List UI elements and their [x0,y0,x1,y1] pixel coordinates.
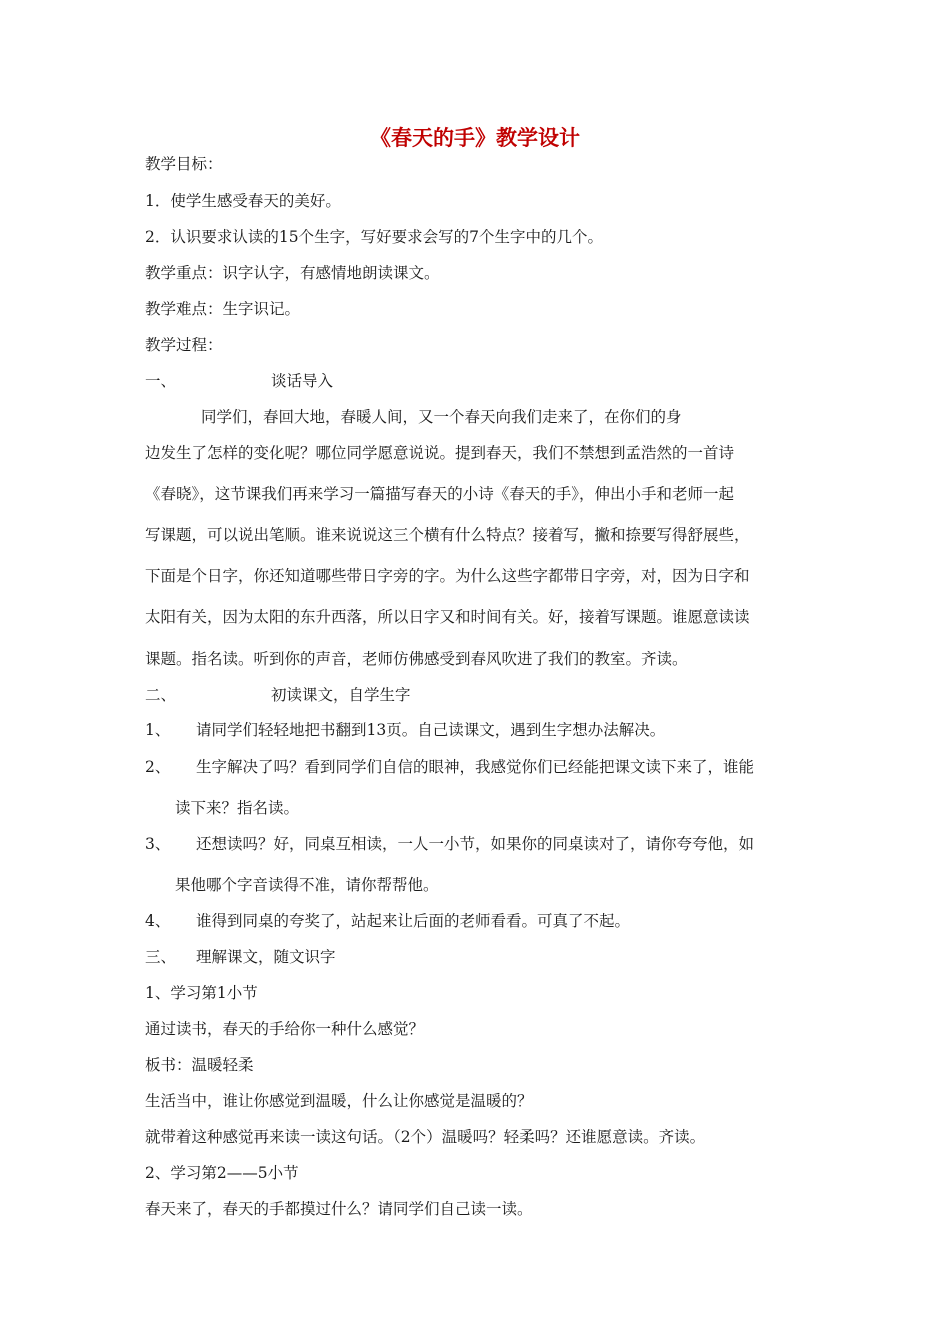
item-number: 1、 [145,721,171,739]
key-point: 教学重点：识字认字，有感情地朗读课文。 [145,264,440,282]
section-1-title: 谈话导入 [271,372,334,390]
section-3-title: 理解课文，随文识字 [196,948,336,966]
section-3-line: 就带着这种感觉再来读一读这句话。（2个）温暖吗？轻柔吗？还谁愿意读。齐读。 [145,1128,706,1146]
item-text: 请同学们轻轻地把书翻到13页。自己读课文，遇到生字想办法解决。 [196,721,666,739]
section-1-line: 《春晓》，这节课我们再来学习一篇描写春天的小诗《春天的手》，伸出小手和老师一起 [145,485,735,503]
item-text: 谁得到同桌的夸奖了，站起来让后面的老师看看。可真了不起。 [196,912,631,930]
process-label: 教学过程： [145,336,223,354]
difficulty: 教学难点：生字识记。 [145,300,301,318]
item-text-continued: 果他哪个字音读得不准，请你帮帮他。 [175,876,439,894]
item-text: 生字解决了吗？看到同学们自信的眼神，我感觉你们已经能把课文读下来了，谁能 [196,758,755,776]
item-text-continued: 读下来？指名读。 [175,799,300,817]
section-3-line: 春天来了，春天的手都摸过什么？请同学们自己读一读。 [145,1200,533,1218]
section-1-line: 课题。指名读。听到你的声音，老师仿佛感受到春风吹进了我们的教室。齐读。 [145,650,688,668]
section-1-line: 边发生了怎样的变化呢？哪位同学愿意说说。提到春天，我们不禁想到孟浩然的一首诗 [145,444,735,462]
section-3-line: 通过读书，春天的手给你一种什么感觉？ [145,1020,425,1038]
item-number: 2、 [145,758,171,776]
section-1-line: 同学们，春回大地，春暖人间，又一个春天向我们走来了，在你们的身 [201,408,682,426]
section-3-number: 三、 [145,948,177,966]
section-3-line: 1、学习第1小节 [145,984,258,1002]
goal-1: 1．使学生感受春天的美好。 [145,192,341,210]
item-text: 还想读吗？好，同桌互相读，一人一小节，如果你的同桌读对了，请你夸夸他，如 [196,835,755,853]
goals-label: 教学目标： [145,155,223,173]
item-number: 3、 [145,835,171,853]
section-3-line: 板书：温暖轻柔 [145,1056,254,1074]
section-3-line: 生活当中，谁让你感觉到温暖，什么让你感觉是温暖的？ [145,1092,533,1110]
section-1-line: 太阳有关，因为太阳的东升西落，所以日字又和时间有关。好，接着写课题。谁愿意读读 [145,608,750,626]
section-1-number: 一、 [145,372,177,390]
section-1-line: 下面是个日字，你还知道哪些带日字旁的字。为什么这些字都带日字旁，对，因为日字和 [145,567,750,585]
section-2-number: 二、 [145,686,177,704]
section-3-line: 2、学习第2——5小节 [145,1164,299,1182]
section-2-title: 初读课文，自学生字 [271,686,411,704]
section-1-line: 写课题，可以说出笔顺。谁来说说这三个横有什么特点？接着写，撇和捺要写得舒展些， [145,526,750,544]
document-title: 《春天的手》教学设计 [370,125,580,150]
goal-2: 2．认识要求认读的15个生字，写好要求会写的7个生字中的几个。 [145,228,603,246]
item-number: 4、 [145,912,171,930]
